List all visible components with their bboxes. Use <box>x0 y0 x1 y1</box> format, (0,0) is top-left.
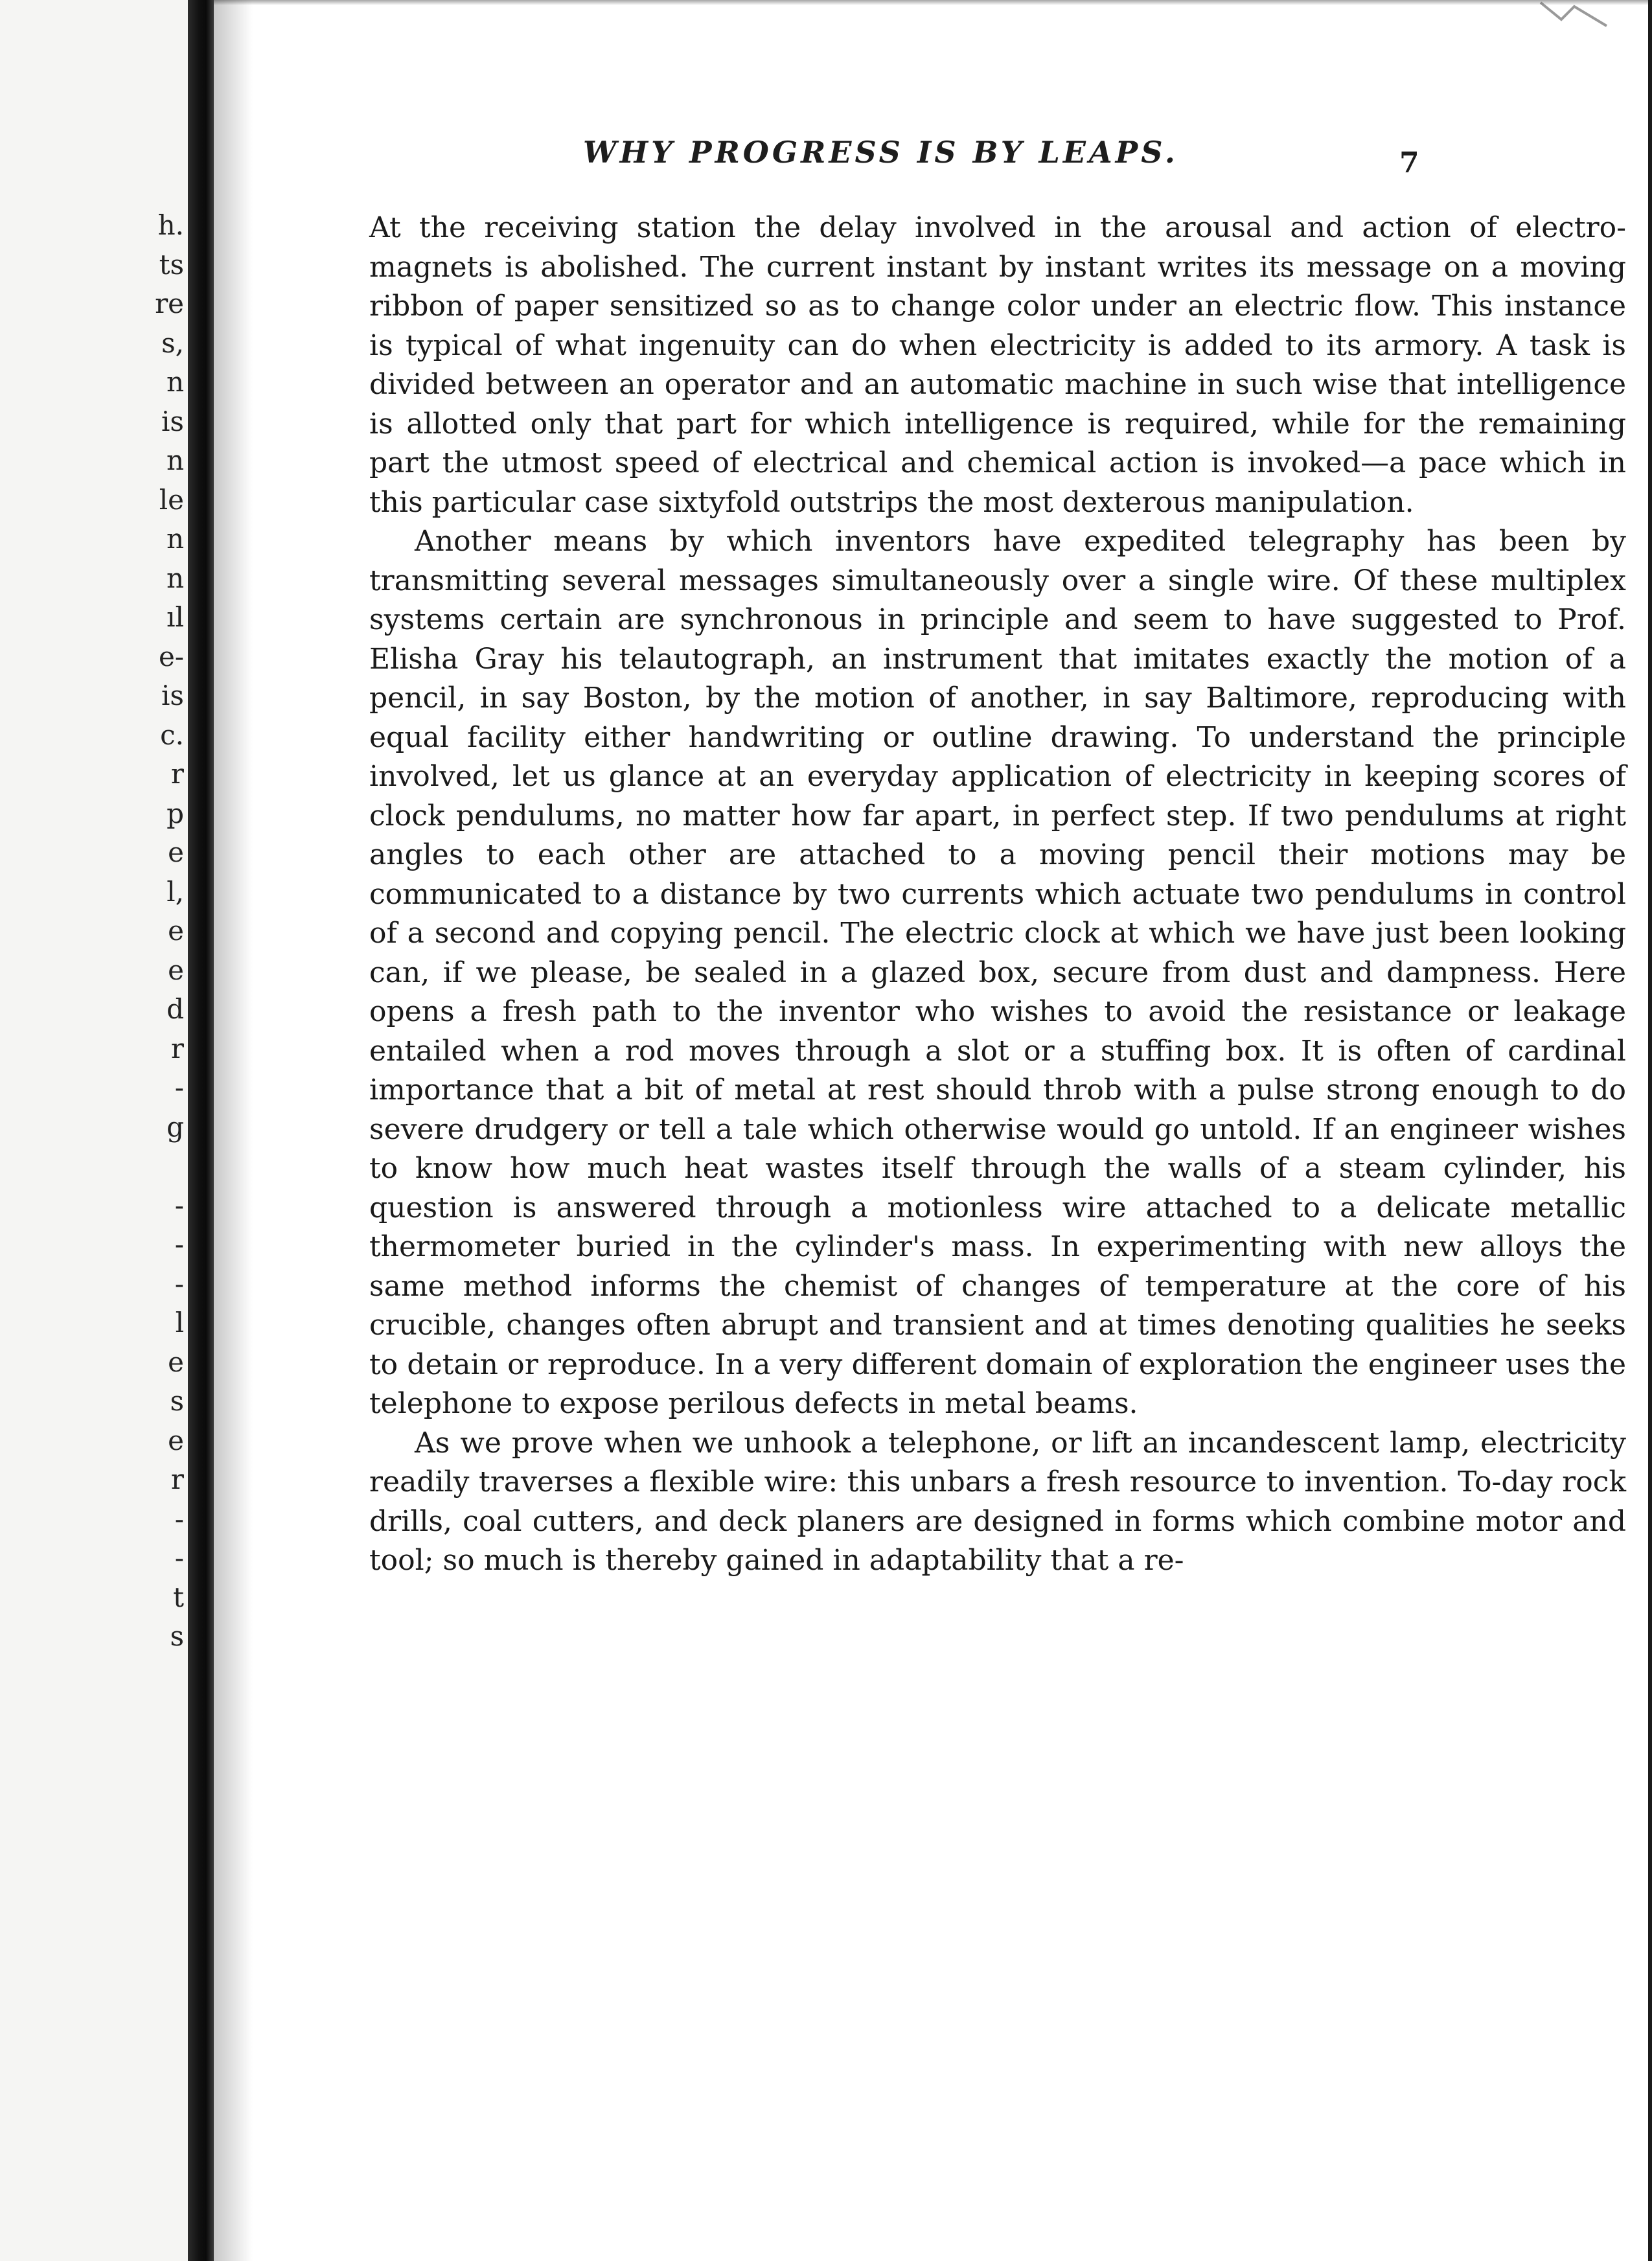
facing-page-fragment: e <box>168 836 184 868</box>
facing-page-fragment: s <box>170 1620 184 1652</box>
facing-page-fragment: n <box>166 444 184 476</box>
facing-page-fragment: n <box>166 562 184 594</box>
paragraph-3: As we prove when we unhook a telephone, or lift an incandescent lamp, electricity readily traverses a flexible wire: this unbars a fresh resource to invention. To-day rock drills, coal cutters, and deck planers are designed in forms which combine motor and tool; so much is thereby gained in adaptability that a re- <box>369 1426 1626 1577</box>
facing-page-fragment: e <box>168 915 184 947</box>
paragraph-1: At the receiving station the delay involved in the arousal and action of electro-magnets is abolished. The current instant by instant writes its message on a moving ribbon of paper sensitized so as to change color under an electric flow. This instance is typical of what ingenuity can do when electricity is added to its armory. A task is divided between an operator and an automatic machine in such wise that intelligence is allotted only that part for which intelligence is required, while for the remaining part the utmost speed of electrical and chemical action is invoked—a pace which in this particular case sixtyfold outstrips the most dexterous manipulation. <box>369 211 1626 519</box>
body-text <box>369 209 1626 1581</box>
facing-page-fragment: n <box>166 366 184 398</box>
facing-page-fragment: r <box>170 1032 184 1064</box>
facing-page-fragment: e <box>168 1424 184 1456</box>
facing-page-fragment: e <box>168 1346 184 1378</box>
facing-page-fragment: re <box>155 288 184 319</box>
page-number: 7 <box>1399 146 1419 179</box>
facing-page-fragment: e- <box>158 640 184 672</box>
facing-page-sliver <box>0 0 188 2261</box>
facing-page-fragment: ıl <box>166 601 184 633</box>
facing-page-fragment: - <box>174 1072 184 1103</box>
facing-page-fragment: r <box>170 758 184 790</box>
facing-page-fragment: n <box>166 523 184 555</box>
facing-page-text-fragments <box>155 206 184 1695</box>
facing-page-fragment: - <box>174 1228 184 1260</box>
paragraph-2: Another means by which inventors have expedited telegraphy has been by transmitting several messages simultaneously over a single wire. Of these multiplex systems certain are synchronous in principle and seem to have suggested to Prof. Elisha Gray his telautograph, an instrument that imitates exactly the motion of a pencil, in say Boston, by the motion of another, in say Baltimore, reproducing with equal facility either handwriting or outline drawing. To understand the principle involved, let us glance at an everyday application of electricity in keeping scores of clock pendulums, no matter how far apart, in perfect step. If two pendulums at right angles to each other are attached to a moving pencil their motions may be communicated to a distance by two currents which actuate two pendulums in control of a second and copying pencil. The electric clock at which we have just been looking can, if we please, be sealed in a glazed box, secure from dust and dampness. Here opens a fresh path to the inventor who wishes to avoid the resistance or leakage entailed when a rod moves through a slot or a stuffing box. It is often of cardinal importance that a bit of metal at rest should throb with a pulse strong enough to do severe drudgery or tell a tale which otherwise would go untold. If an engineer wishes to know how much heat wastes itself through the walls of a steam cylinder, his question is answered through a motionless wire attached to a delicate metallic thermometer buried in the cylinder's mass. In experimenting with new alloys the same method informs the chemist of changes of temperature at the core of his crucible, changes often abrupt and transient and at times denoting qualities he seeks to detain or reproduce. In a very different domain of exploration the engineer uses the telephone to expose perilous defects in metal beams. <box>369 525 1626 1420</box>
facing-page-fragment: - <box>174 1267 184 1300</box>
book-page <box>214 0 1648 2261</box>
facing-page-fragment: le <box>159 483 184 516</box>
facing-page-fragment: p <box>166 797 184 829</box>
facing-page-fragment: t <box>173 1581 184 1613</box>
facing-page-fragment: d <box>166 993 184 1025</box>
facing-page-fragment: is <box>161 405 184 437</box>
facing-page-fragment: l <box>175 1307 184 1338</box>
facing-page-fragment: e <box>168 954 184 986</box>
facing-page-fragment: - <box>174 1502 184 1535</box>
scan-smudge-mark <box>1535 0 1613 30</box>
facing-page-fragment: - <box>174 1542 184 1574</box>
facing-page-fragment: h. <box>157 209 184 241</box>
facing-page-fragment: l, <box>166 875 184 908</box>
facing-page-fragment: c. <box>160 718 184 751</box>
facing-page-fragment: g <box>166 1110 184 1143</box>
facing-page-fragment: r <box>170 1463 184 1495</box>
facing-page-fragment: s <box>170 1385 184 1417</box>
facing-page-fragment: s, <box>161 327 184 359</box>
running-head: WHY PROGRESS IS BY LEAPS. <box>583 135 1178 170</box>
facing-page-fragment: - <box>174 1189 184 1221</box>
facing-page-fragment: is <box>161 680 184 711</box>
facing-page-fragment <box>155 1147 184 1186</box>
facing-page-fragment: ts <box>159 248 184 281</box>
page-right-edge <box>1648 0 1652 2261</box>
binding-gutter <box>188 0 214 2261</box>
facing-page-fragment <box>155 1657 184 1696</box>
